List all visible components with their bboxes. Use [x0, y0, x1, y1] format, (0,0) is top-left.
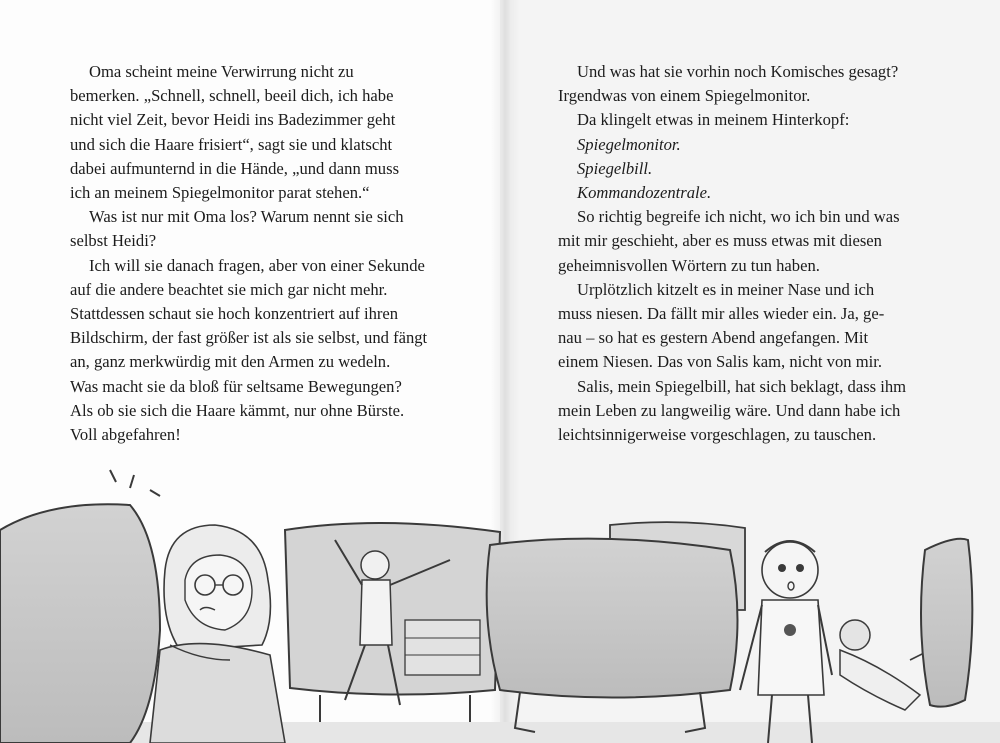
right-page-text-line: Kommandozentrale. — [577, 183, 712, 203]
pencil-illustration — [0, 460, 1000, 743]
left-page-text-line: Bildschirm, der fast größer ist als sie selbst, und fängt — [70, 328, 428, 348]
left-page-text-line: auf die andere beachtet sie mich gar nicht mehr. — [70, 279, 388, 299]
monitor-center — [285, 523, 500, 722]
right-page-text-line: einem Niesen. Das von Salis kam, nicht von mir. — [558, 352, 882, 372]
right-page-text-line: Und was hat sie vorhin noch Komisches gesagt? — [577, 62, 899, 81]
left-page-text-line: bemerken. „Schnell, schnell, beeil dich, ich habe — [70, 86, 394, 106]
right-page-text — [558, 60, 938, 447]
right-page-text-line: Irgendwas von einem Spiegelmonitor. — [558, 86, 811, 106]
monitor-right-front — [487, 539, 738, 732]
left-page-text-line: Ich will sie danach fragen, aber von einer Sekunde — [89, 255, 425, 275]
boy-standing-figure — [740, 541, 832, 743]
left-page-text-line: selbst Heidi? — [70, 231, 157, 251]
right-page-text-line: nau – so hat es gestern Abend angefangen. Mit — [558, 328, 869, 348]
left-page-text-line: und sich die Haare frisiert“, sagt sie und klatscht — [70, 134, 393, 154]
left-page-text-line: Als ob sie sich die Haare kämmt, nur ohne Bürste. — [70, 400, 405, 420]
monitor-left — [0, 470, 160, 743]
left-page-text-line: an, ganz merkwürdig mit den Armen zu wedeln. — [70, 352, 391, 372]
left-page-text-line: Oma scheint meine Verwirrung nicht zu — [89, 62, 354, 81]
right-page-text-line: leichtsinnigerweise vorgeschlagen, zu tauschen. — [558, 425, 877, 445]
left-page-text-line: Voll abgefahren! — [70, 425, 181, 445]
left-page-text-line: Was ist nur mit Oma los? Warum nennt sie sich — [89, 207, 404, 227]
left-page-text — [70, 60, 450, 447]
left-page-text-line: Was macht sie da bloß für seltsame Bewegungen? — [70, 376, 402, 396]
left-page-text-line: ich an meinem Spiegelmonitor parat stehen.“ — [70, 183, 370, 203]
right-page-text-line: Da klingelt etwas in meinem Hinterkopf: — [577, 110, 850, 130]
right-page-text-line: Salis, mein Spiegelbill, hat sich beklagt, dass ihm — [577, 376, 907, 396]
right-page-text-line: Spiegelbill. — [577, 158, 653, 178]
right-page-text-line: geheimnisvollen Wörtern zu tun haben. — [558, 255, 820, 275]
right-page-text-line: Urplötzlich kitzelt es in meiner Nase und ich — [577, 279, 875, 299]
right-page-text-line: Spiegelmonitor. — [577, 134, 681, 154]
right-page-text-line: muss niesen. Da fällt mir alles wieder ein. Ja, ge- — [558, 304, 885, 324]
right-page-text-line: So richtig begreife ich nicht, wo ich bin und was — [577, 207, 900, 227]
left-page-text-line: dabei aufmunternd in die Hände, „und dann muss — [70, 158, 400, 178]
left-page-text-line: nicht viel Zeit, bevor Heidi ins Badezimmer geht — [70, 110, 396, 130]
right-page-text-line: mein Leben zu langweilig wäre. Und dann habe ich — [558, 400, 901, 420]
grandmother-figure — [150, 525, 285, 743]
monitor-far-right — [921, 539, 972, 707]
left-page-text-line: Stattdessen schaut sie hoch konzentriert auf ihren — [70, 304, 399, 324]
illustration-svg — [0, 460, 1000, 743]
right-page-text-line: mit mir geschieht, aber es muss etwas mit diesen — [558, 231, 882, 251]
